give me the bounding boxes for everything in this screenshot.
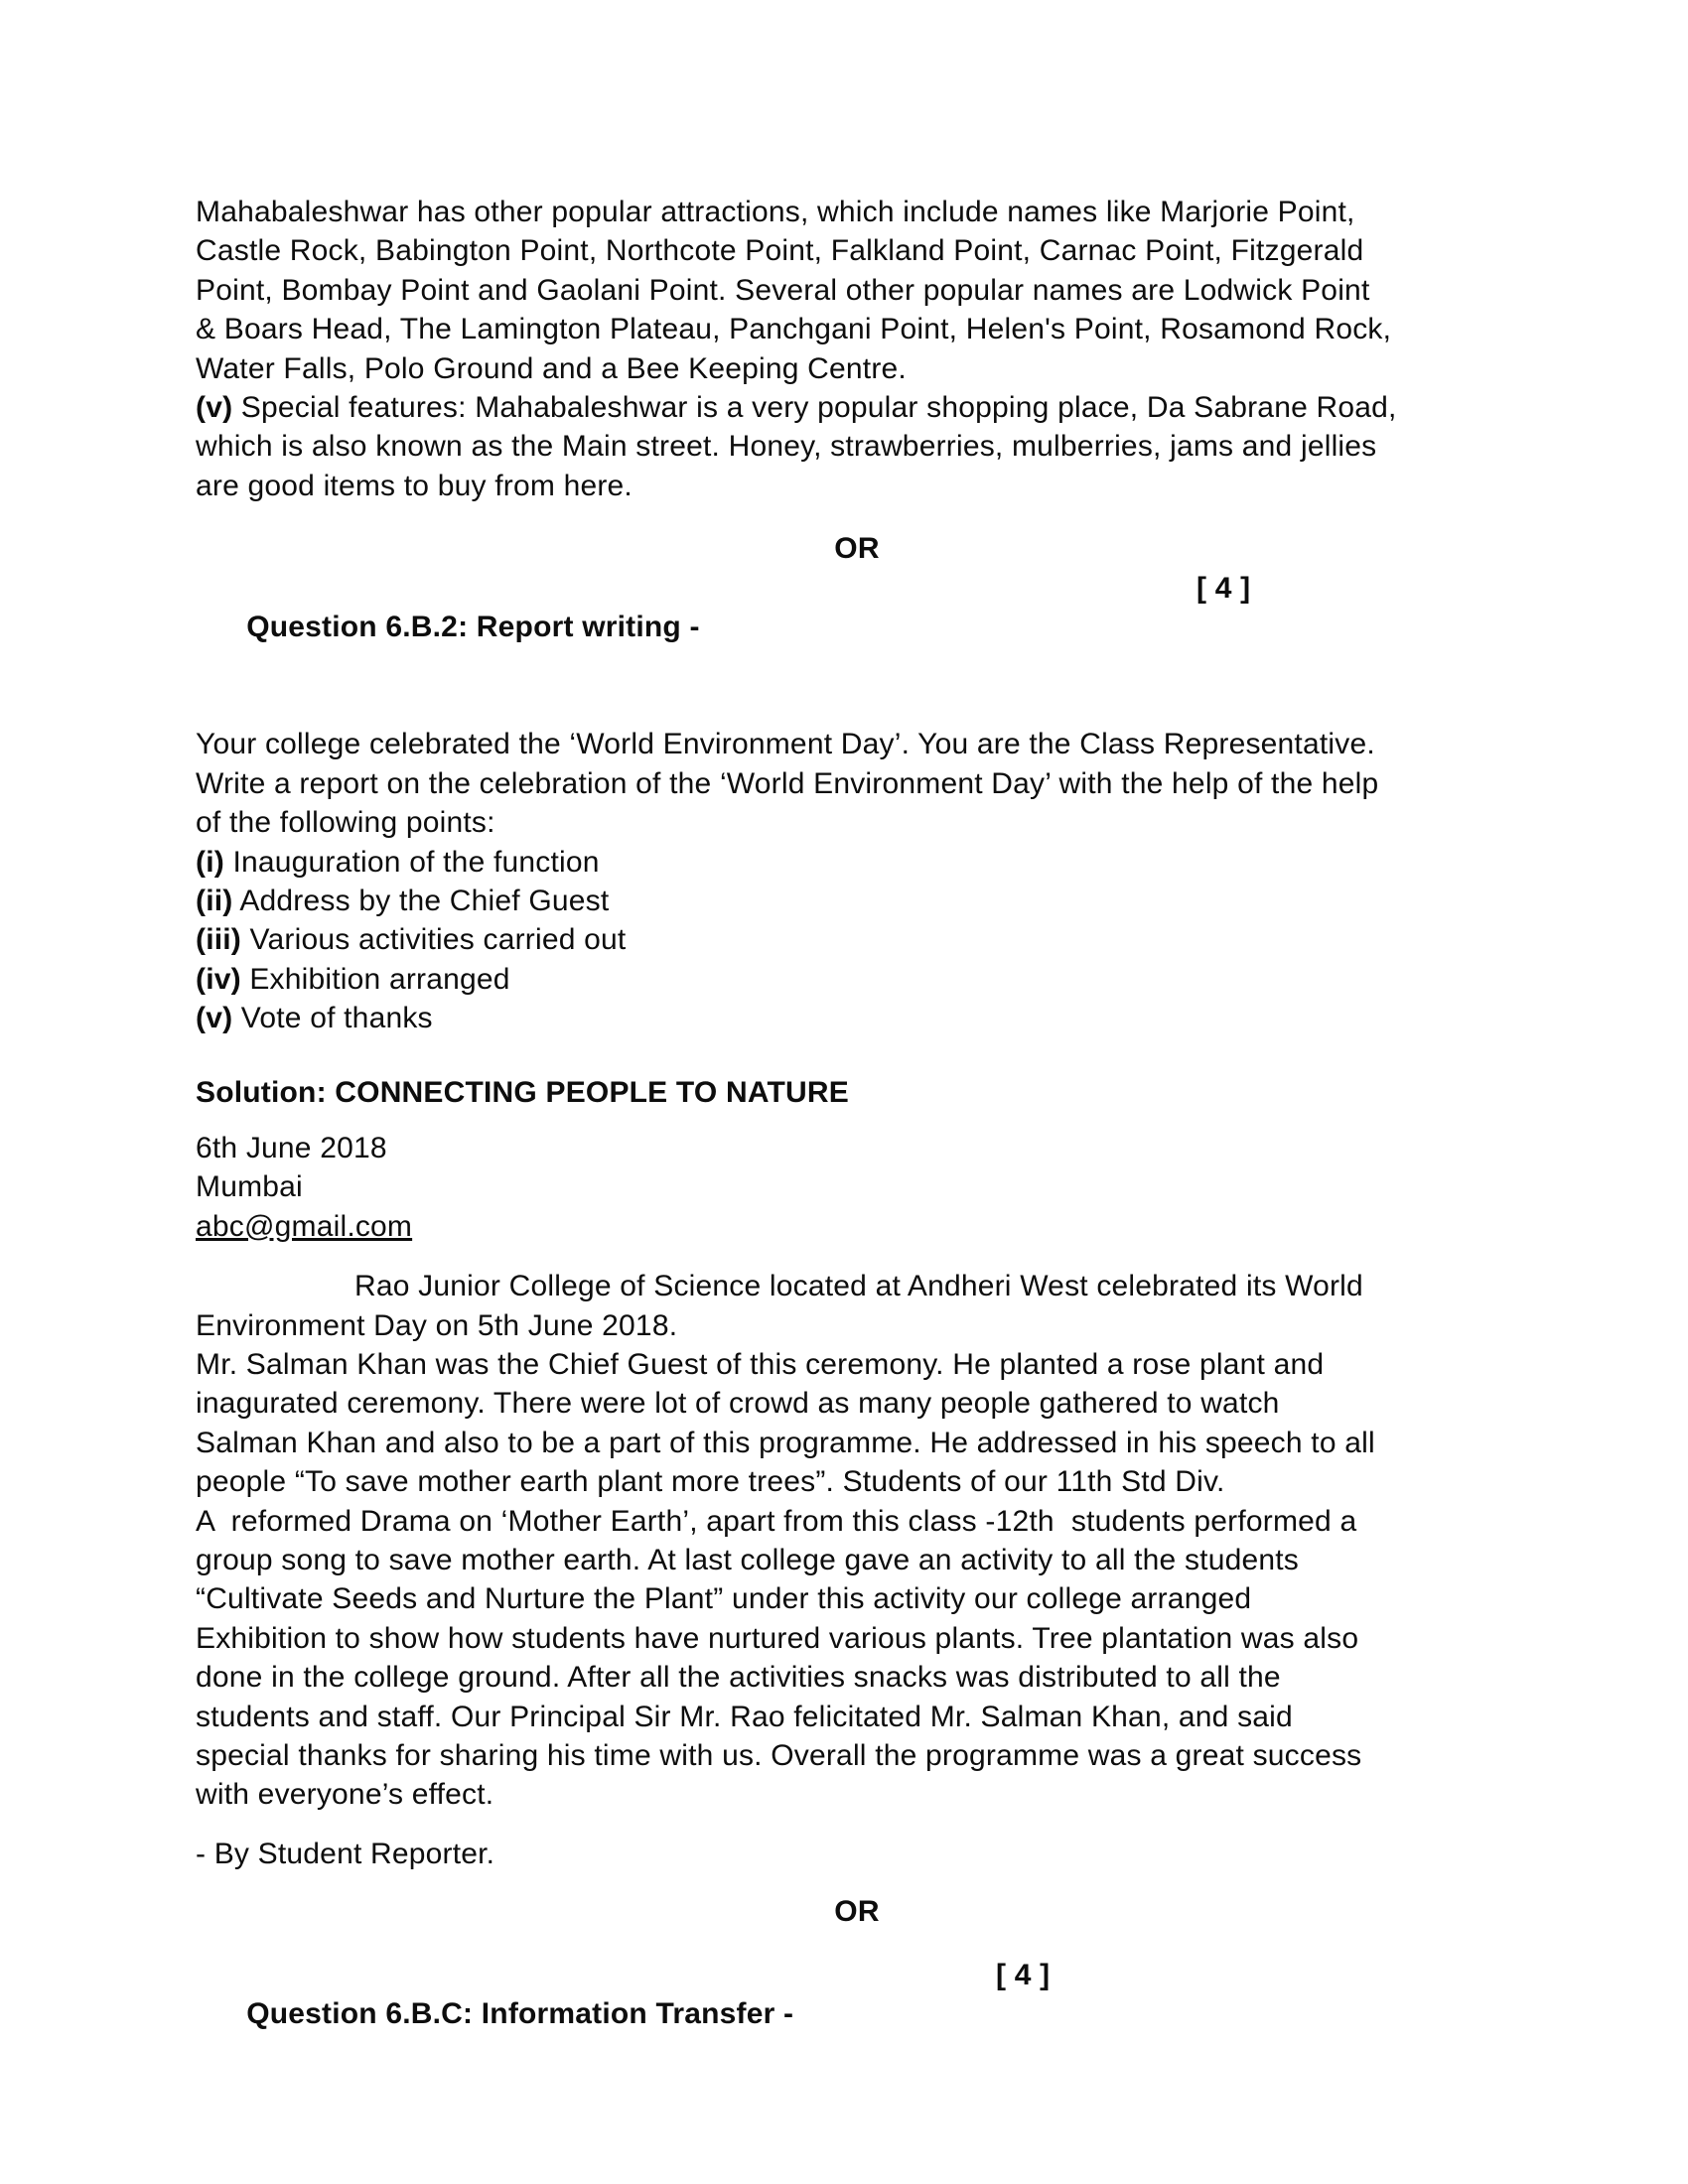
question-heading <box>196 569 1518 726</box>
question-heading <box>196 1956 1518 2113</box>
point-label: (i) <box>196 845 224 879</box>
report-body-line: Exhibition to show how students have nurtured various plants. Tree plantation was also <box>196 1621 1359 1655</box>
paragraph-text: Special features: Mahabaleshwar is a very popular shopping place, Da Sabrane Road, <box>232 391 1397 425</box>
point-label: (ii) <box>196 884 233 917</box>
point-label: (iv) <box>196 962 241 996</box>
point-text: Inauguration of the function <box>223 845 600 879</box>
paragraph-line: are good items to buy from here. <box>196 469 633 502</box>
report-byline: - By Student Reporter. <box>196 1837 495 1870</box>
point-label: (v) <box>196 391 233 425</box>
question-point <box>196 920 1518 959</box>
point-label: (v) <box>196 1002 233 1035</box>
question-text-line: Your college celebrated the ‘World Environment Day’. You are the Class Representative. <box>196 728 1375 761</box>
report-body-line: done in the college ground. After all the activities snacks was distributed to all the <box>196 1661 1281 1695</box>
report-body-line: Environment Day on 5th June 2018. <box>196 1308 678 1342</box>
question-point <box>196 843 1518 882</box>
point-label: (iii) <box>196 923 241 957</box>
point-text: Address by the Chief Guest <box>232 884 610 917</box>
report-body-line: Rao Junior College of Science located at Andheri West celebrated its World <box>354 1270 1363 1303</box>
marks-badge: [ 4 ] <box>1196 571 1251 605</box>
report-email: abc@gmail.com <box>196 1209 413 1243</box>
paragraph-line: Water Falls, Polo Ground and a Bee Keeping Centre. <box>196 351 907 385</box>
report-body-line: “Cultivate Seeds and Nurture the Plant” under this activity our college arranged <box>196 1582 1252 1616</box>
question-title: Question 6.B.2: Report writing - <box>246 611 700 644</box>
marks-badge: [ 4 ] <box>996 1958 1051 1991</box>
document-text-block <box>196 193 1518 2112</box>
report-body-line: Salman Khan and also to be a part of this programme. He addressed in his speech to all <box>196 1426 1375 1459</box>
report-body-line: students and staff. Our Principal Sir Mr. Rao felicitated Mr. Salman Khan, and said <box>196 1700 1293 1733</box>
paragraph-line <box>196 388 1518 427</box>
report-body-line: inagurated ceremony. There were lot of crowd as many people gathered to watch <box>196 1387 1280 1421</box>
question-point <box>196 882 1518 920</box>
report-body-line: special thanks for sharing his time with us. Overall the programme was a great success <box>196 1739 1362 1773</box>
point-text: Vote of thanks <box>232 1002 433 1035</box>
question-text-line: Write a report on the celebration of the ‘World Environment Day’ with the help of the help <box>196 766 1379 800</box>
or-divider: OR <box>834 532 880 566</box>
point-text: Exhibition arranged <box>240 962 510 996</box>
report-body-line: people “To save mother earth plant more trees”. Students of our 11th Std Div. <box>196 1465 1225 1499</box>
question-point <box>196 960 1518 999</box>
question-text-line: of the following points: <box>196 806 495 840</box>
point-text: Various activities carried out <box>241 923 627 957</box>
paragraph-line: which is also known as the Main street. Honey, strawberries, mulberries, jams and jellies <box>196 430 1377 464</box>
question-title: Question 6.B.C: Information Transfer - <box>246 1997 794 2031</box>
solution-heading: Solution: CONNECTING PEOPLE TO NATURE <box>196 1075 849 1109</box>
paragraph-line: Castle Rock, Babington Point, Northcote Point, Falkland Point, Carnac Point, Fitzgerald <box>196 234 1364 268</box>
report-body-line: group song to save mother earth. At last college gave an activity to all the students <box>196 1544 1299 1576</box>
report-body-line: with everyone’s effect. <box>196 1778 494 1812</box>
or-divider: OR <box>834 1895 880 1929</box>
report-date: 6th June 2018 <box>196 1131 387 1164</box>
paragraph-line: Mahabaleshwar has other popular attractions, which include names like Marjorie Point, <box>196 196 1355 228</box>
report-place: Mumbai <box>196 1170 303 1204</box>
paragraph-line: Point, Bombay Point and Gaolani Point. Several other popular names are Lodwick Point <box>196 273 1370 307</box>
report-body-line: A reformed Drama on ‘Mother Earth’, apart from this class -12th students performed a <box>196 1504 1357 1538</box>
report-body-line: Mr. Salman Khan was the Chief Guest of this ceremony. He planted a rose plant and <box>196 1347 1325 1381</box>
question-point <box>196 999 1518 1037</box>
paragraph-line: & Boars Head, The Lamington Plateau, Panchgani Point, Helen's Point, Rosamond Rock, <box>196 313 1392 346</box>
